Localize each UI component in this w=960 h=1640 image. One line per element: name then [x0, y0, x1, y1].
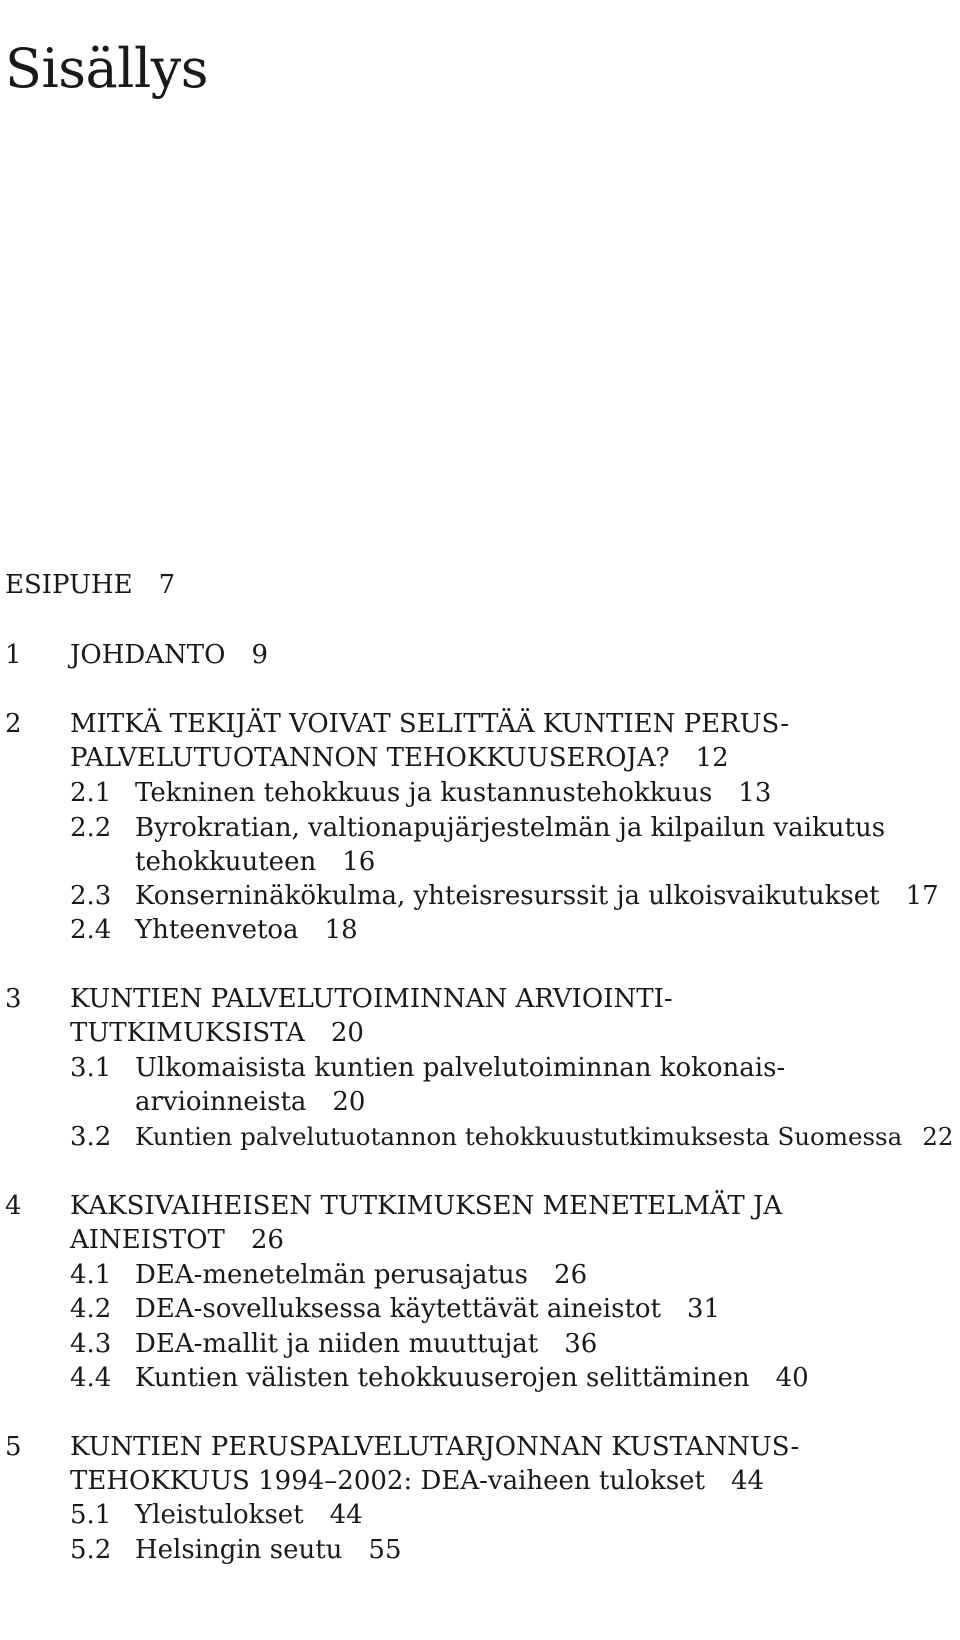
toc-title: DEA-sovelluksessa käytettävät aineistot — [135, 1294, 662, 1324]
toc-title: KUNTIEN PALVELUTOIMINNAN ARVIOINTI- — [70, 984, 673, 1014]
toc-page-number: 55 — [368, 1535, 402, 1565]
toc-page-number: 12 — [695, 743, 729, 773]
toc-number: 4.1 — [70, 1260, 112, 1290]
toc-number: 5.1 — [70, 1500, 112, 1530]
toc-title-cont: TUTKIMUKSISTA — [70, 1018, 305, 1048]
toc-number: 2 — [5, 709, 22, 739]
toc-title: Kuntien palvelutuotannon tehokkuustutkimuksesta Suomessa — [135, 1122, 903, 1151]
toc-title: DEA-mallit ja niiden muuttujat — [135, 1329, 539, 1359]
toc-number: 3 — [5, 984, 22, 1014]
toc-title-cont: PALVELUTUOTANNON TEHOKKUUSEROJA? — [70, 743, 670, 773]
toc-page-number: 18 — [324, 915, 358, 945]
toc-page-number: 44 — [731, 1466, 765, 1496]
toc-title: ESIPUHE — [5, 570, 133, 600]
toc-title: Ulkomaisista kuntien palvelutoiminnan kokonais- — [135, 1053, 786, 1083]
toc-number: 5 — [5, 1432, 22, 1462]
toc-title: Byrokratian, valtionapujärjestelmän ja kilpailun vaikutus — [135, 813, 886, 843]
toc-title: Tekninen tehokkuus ja kustannustehokkuus — [135, 778, 713, 808]
toc-title: KUNTIEN PERUSPALVELUTARJONNAN KUSTANNUS- — [70, 1432, 800, 1462]
toc-page-number: 22 — [922, 1122, 954, 1151]
toc-number: 2.2 — [70, 813, 112, 843]
toc-title-cont: arvioinneista — [135, 1087, 307, 1117]
toc-title: MITKÄ TEKIJÄT VOIVAT SELITTÄÄ KUNTIEN PERUS- — [70, 709, 790, 739]
toc-title: KAKSIVAIHEISEN TUTKIMUKSEN MENETELMÄT JA — [70, 1191, 783, 1221]
toc-title: DEA-menetelmän perusajatus — [135, 1260, 529, 1290]
toc-page-number: 17 — [905, 881, 939, 911]
toc-title: Konserninäkökulma, yhteisresurssit ja ulkoisvaikutukset — [135, 881, 880, 911]
toc-number: 3.2 — [70, 1122, 112, 1152]
toc-page-number: 40 — [775, 1363, 809, 1393]
toc-number: 2.1 — [70, 778, 112, 808]
toc-page-number: 26 — [250, 1225, 284, 1255]
toc-number: 2.3 — [70, 881, 112, 911]
toc-page-number: 7 — [158, 570, 176, 600]
toc-number: 4.4 — [70, 1363, 112, 1393]
toc-number: 4.2 — [70, 1294, 112, 1324]
toc-number: 4.3 — [70, 1329, 112, 1359]
toc-title-cont: TEHOKKUUS 1994–2002: DEA-vaiheen tulokset — [70, 1466, 706, 1496]
toc-page-number: 20 — [330, 1018, 364, 1048]
toc-page-number: 44 — [329, 1500, 363, 1530]
toc-page-number: 16 — [342, 847, 376, 877]
toc-number: 4 — [5, 1191, 22, 1221]
toc-title: Helsingin seutu — [135, 1535, 343, 1565]
toc-title: Yleistulokset — [135, 1500, 304, 1530]
toc-page-number: 9 — [251, 640, 268, 670]
toc-number: 1 — [5, 640, 22, 670]
toc-number: 5.2 — [70, 1535, 112, 1565]
toc-number: 2.4 — [70, 915, 112, 945]
toc-title-cont: AINEISTOT — [70, 1225, 225, 1255]
toc-number: 3.1 — [70, 1053, 112, 1083]
toc-title-cont: tehokkuuteen — [135, 847, 317, 877]
page-title: Sisällys — [5, 37, 208, 101]
toc-page-number: 36 — [564, 1329, 598, 1359]
toc-label — [5, 568, 175, 602]
toc-page-number: 13 — [738, 778, 772, 808]
toc-page-number: 20 — [332, 1087, 366, 1117]
toc-page-number: 31 — [687, 1294, 721, 1324]
toc-title: Kuntien välisten tehokkuuserojen selittäminen — [135, 1363, 750, 1393]
toc-title: JOHDANTO — [70, 640, 226, 670]
toc-title: Yhteenvetoa — [135, 915, 299, 945]
toc-page-number: 26 — [554, 1260, 588, 1290]
